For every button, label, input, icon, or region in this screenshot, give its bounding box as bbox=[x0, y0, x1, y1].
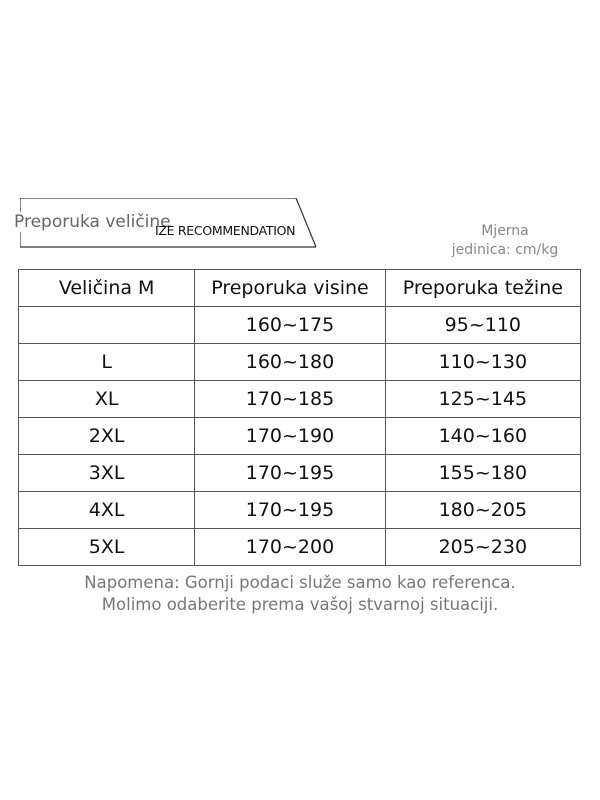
footnote-line-1: Napomena: Gornji podaci služe samo kao referenca. bbox=[84, 573, 516, 592]
unit-line-2: jedinica: cm/kg bbox=[451, 242, 559, 258]
height-cell: 160~175 bbox=[195, 307, 385, 344]
height-cell: 160~180 bbox=[195, 344, 385, 381]
table-row bbox=[19, 455, 581, 492]
weight-cell: 205~230 bbox=[385, 529, 580, 566]
table-row bbox=[19, 381, 581, 418]
table-row bbox=[19, 529, 581, 566]
size-cell: 4XL bbox=[19, 492, 195, 529]
height-cell: 170~195 bbox=[195, 455, 385, 492]
table-row bbox=[19, 418, 581, 455]
height-cell: 170~200 bbox=[195, 529, 385, 566]
table-header-row bbox=[19, 270, 581, 307]
size-cell: L bbox=[19, 344, 195, 381]
size-cell: 2XL bbox=[19, 418, 195, 455]
weight-cell: 110~130 bbox=[385, 344, 580, 381]
footnote-line-2: Molimo odaberite prema vašoj stvarnoj situaciji. bbox=[101, 595, 499, 614]
height-cell: 170~185 bbox=[195, 381, 385, 418]
unit-label bbox=[430, 222, 580, 260]
size-cell: 3XL bbox=[19, 455, 195, 492]
column-header-height: Preporuka visine bbox=[195, 270, 385, 307]
column-header-size: Veličina M bbox=[19, 270, 195, 307]
weight-cell: 125~145 bbox=[385, 381, 580, 418]
table-row bbox=[19, 307, 581, 344]
weight-cell: 155~180 bbox=[385, 455, 580, 492]
size-cell: XL bbox=[19, 381, 195, 418]
height-cell: 170~190 bbox=[195, 418, 385, 455]
table-row bbox=[19, 344, 581, 381]
weight-cell: 95~110 bbox=[385, 307, 580, 344]
size-table bbox=[18, 269, 581, 566]
size-cell: 5XL bbox=[19, 529, 195, 566]
weight-cell: 180~205 bbox=[385, 492, 580, 529]
footnote bbox=[0, 572, 600, 616]
unit-line-1: Mjerna bbox=[481, 223, 529, 239]
column-header-weight: Preporuka težine bbox=[385, 270, 580, 307]
weight-cell: 140~160 bbox=[385, 418, 580, 455]
table-row bbox=[19, 492, 581, 529]
page-title: Preporuka veličine bbox=[14, 212, 171, 232]
page-subtitle: IZE RECOMMENDATION bbox=[155, 223, 296, 238]
height-cell: 170~195 bbox=[195, 492, 385, 529]
size-cell bbox=[19, 307, 195, 344]
